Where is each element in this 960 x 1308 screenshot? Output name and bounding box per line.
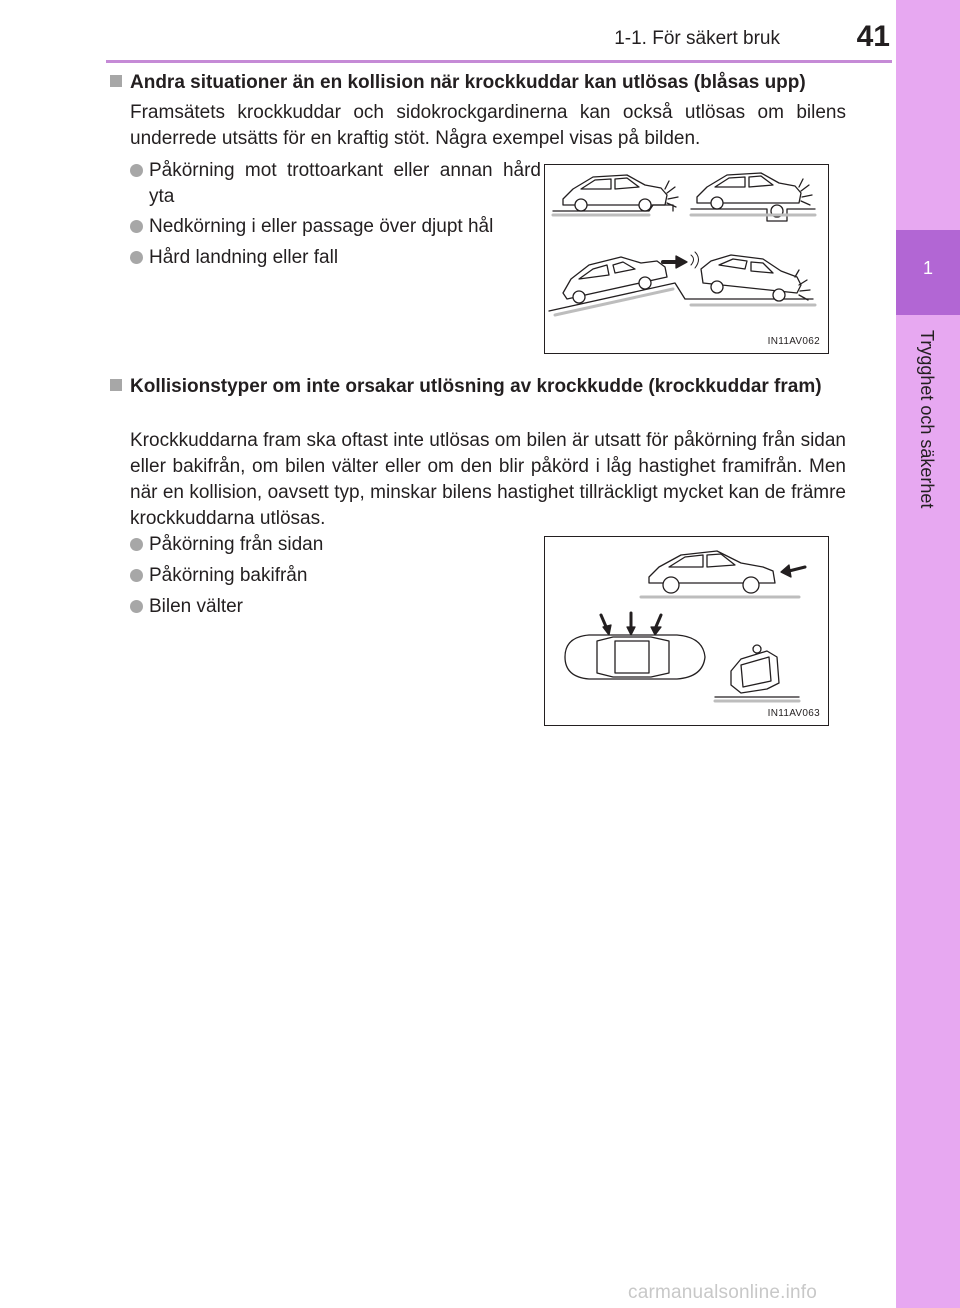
list-item: Påkörning bakifrån — [130, 563, 307, 589]
square-bullet-icon — [110, 75, 122, 87]
car-rollover-icon — [715, 645, 799, 701]
section-heading-collision-types — [110, 374, 855, 400]
section-heading-other-situations — [110, 70, 855, 96]
circle-bullet-icon — [130, 251, 143, 264]
square-bullet-icon — [110, 379, 122, 391]
circle-bullet-icon — [130, 600, 143, 613]
chapter-number: 1 — [922, 258, 933, 278]
figure-id: IN11AV062 — [767, 336, 820, 347]
illustration-no-deploy-collisions — [544, 536, 829, 726]
section-heading-text: Andra situationer än en kollision när krockkuddar kan utlösas (blåsas upp) — [130, 72, 806, 93]
circle-bullet-icon — [130, 569, 143, 582]
circle-bullet-icon — [130, 538, 143, 551]
undercarriage-impact-drawing — [545, 165, 828, 353]
list-item: Nedkörning i eller passage över djupt hål — [130, 214, 493, 240]
circle-bullet-icon — [130, 220, 143, 233]
list-item: Påkörning mot trottoarkant eller annan hård yta — [130, 158, 541, 210]
section-body-text: Krockkuddarna fram ska oftast inte utlösas om bilen är utsatt för påkörning från sidan eller bakifrån, om bilen välter eller om den blir påkörd i låg hastighet framifrån. Men när en kollision, oavsett typ, minskar bilens hastighet tillräckligt mycket kan de främre krockkuddarna utlösas. — [130, 430, 846, 529]
car-hard-landing-icon — [701, 255, 810, 301]
watermark: carmanualsonline.info — [628, 1282, 818, 1303]
page-number: 41 — [856, 20, 890, 53]
illustration-undercarriage-impacts — [544, 164, 829, 354]
car-curb-impact-icon — [553, 175, 678, 211]
car-side-impact-icon — [565, 613, 705, 679]
list-item: Hård landning eller fall — [130, 245, 338, 271]
section-body-text: Framsätets krockkuddar och sidokrockgardinerna kan också utlösas om bilens underrede utsätts för en kraftig stöt. Några exempel visas på bilden. — [130, 102, 846, 149]
no-deploy-collision-drawing — [545, 537, 828, 725]
list-item: Bilen välter — [130, 594, 243, 620]
figure-id: IN11AV063 — [767, 708, 820, 719]
car-rear-impact-icon — [641, 551, 805, 597]
chapter-title: Trygghet och säkerhet — [917, 330, 937, 509]
section-heading-text: Kollisionstyper om inte orsakar utlösning av krockkudde (krockkuddar fram) — [130, 376, 822, 397]
circle-bullet-icon — [130, 164, 143, 177]
list-item: Påkörning från sidan — [130, 532, 323, 558]
chapter-side-tab[interactable] — [896, 0, 960, 1308]
header-section-title: 1-1. För säkert bruk — [614, 28, 780, 49]
header-rule — [106, 60, 892, 63]
